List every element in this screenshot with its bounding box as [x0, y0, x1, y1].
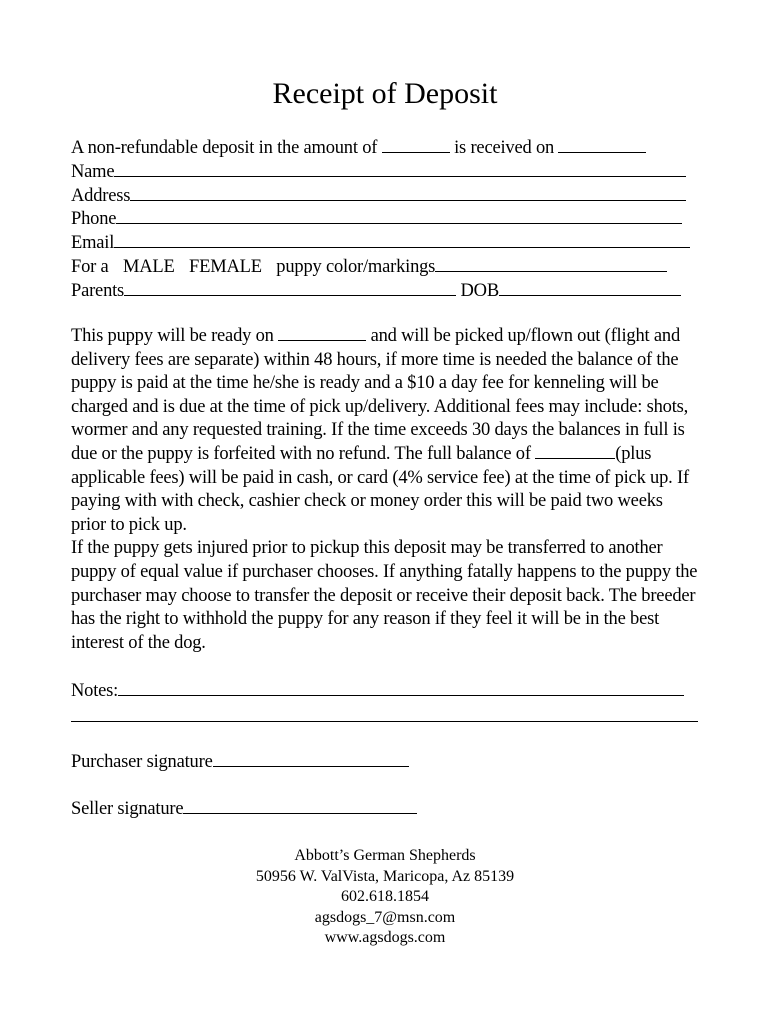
purchaser-signature-label: Purchaser signature [71, 752, 213, 772]
deposit-mid-text: is received on [454, 138, 555, 158]
deposit-prefix: A non-refundable deposit in the amount of [71, 138, 378, 158]
notes-field[interactable] [118, 679, 684, 696]
terms-paragraph-2: If the puppy gets injured prior to pickup this deposit may be transferred to another puppy of equal value if purchaser chooses. If anything fatally happens to the puppy the purchaser may choose to transfer the deposit or receive their deposit back. The breeder has the right to withhold the puppy for any reason if they feel it will be in the best interest of the dog. [71, 538, 698, 653]
business-address: 50956 W. ValVista, Maricopa, Az 85139 [255, 867, 515, 885]
business-phone: 602.618.1854 [341, 888, 429, 906]
terms-text-b: (plus applicable fees) will be paid in cash, or card (4% service fee) at the time of pick up. If paying with with check, cashier check or money order this will be paid two weeks prior to pick up. [71, 443, 689, 535]
notes-label: Notes: [71, 681, 119, 701]
dob-label: DOB [460, 281, 499, 301]
notes-extra-line[interactable] [71, 721, 698, 722]
address-label: Address [71, 186, 131, 206]
puppy-line [71, 255, 667, 279]
terms-text-a: and will be picked up/flown out (flight and delivery fees are separate) within 48 hours, if more time is needed the balance of the puppy is paid at the time he/she is ready and a $10 a day fee for kenneling will be charged and is due at the time of pick up/delivery. Additional fees may include: shots, wormer and any requested training. If the time exceeds 30 days the balances in full is due or the puppy is forfeited with no refund. The full balance of [71, 326, 689, 464]
ready-date-text: This puppy will be ready on [71, 326, 274, 346]
dob-field[interactable] [499, 279, 681, 296]
terms-paragraph-1 [71, 325, 699, 537]
email-line [71, 231, 690, 255]
seller-signature-label: Seller signature [71, 799, 184, 819]
for-a-text: For a [71, 257, 109, 277]
business-footer [0, 846, 770, 949]
page-title: Receipt of Deposit [272, 77, 498, 110]
phone-line [71, 207, 682, 231]
phone-field[interactable] [116, 207, 682, 224]
terms-block [71, 325, 699, 655]
received-date-field[interactable] [558, 136, 646, 153]
seller-signature-field[interactable] [183, 797, 417, 814]
purchaser-signature-field[interactable] [213, 750, 409, 767]
deposit-line [71, 136, 646, 160]
female-option[interactable]: FEMALE [189, 257, 262, 277]
seller-signature-line [71, 797, 417, 821]
male-option[interactable]: MALE [122, 257, 175, 277]
email-label: Email [71, 233, 115, 253]
ready-date-field[interactable] [278, 326, 366, 341]
name-label: Name [71, 162, 115, 182]
color-label: puppy color/markings [276, 257, 436, 277]
notes-line [71, 679, 684, 703]
deposit-amount-field[interactable] [382, 136, 450, 153]
color-field[interactable] [435, 255, 667, 272]
purchaser-signature-line [71, 750, 409, 774]
name-line [71, 160, 686, 184]
email-field[interactable] [114, 231, 690, 248]
business-email[interactable]: agsdogs_7@msn.com [314, 908, 456, 926]
parents-field[interactable] [124, 279, 456, 296]
full-balance-field[interactable] [535, 444, 615, 459]
parents-line [71, 279, 681, 303]
name-field[interactable] [114, 160, 686, 177]
parents-label: Parents [71, 281, 125, 301]
address-field[interactable] [130, 184, 686, 201]
business-name: Abbott’s German Shepherds [294, 847, 476, 864]
business-website[interactable]: www.agsdogs.com [324, 929, 446, 947]
address-line [71, 184, 686, 208]
phone-label: Phone [71, 209, 117, 229]
